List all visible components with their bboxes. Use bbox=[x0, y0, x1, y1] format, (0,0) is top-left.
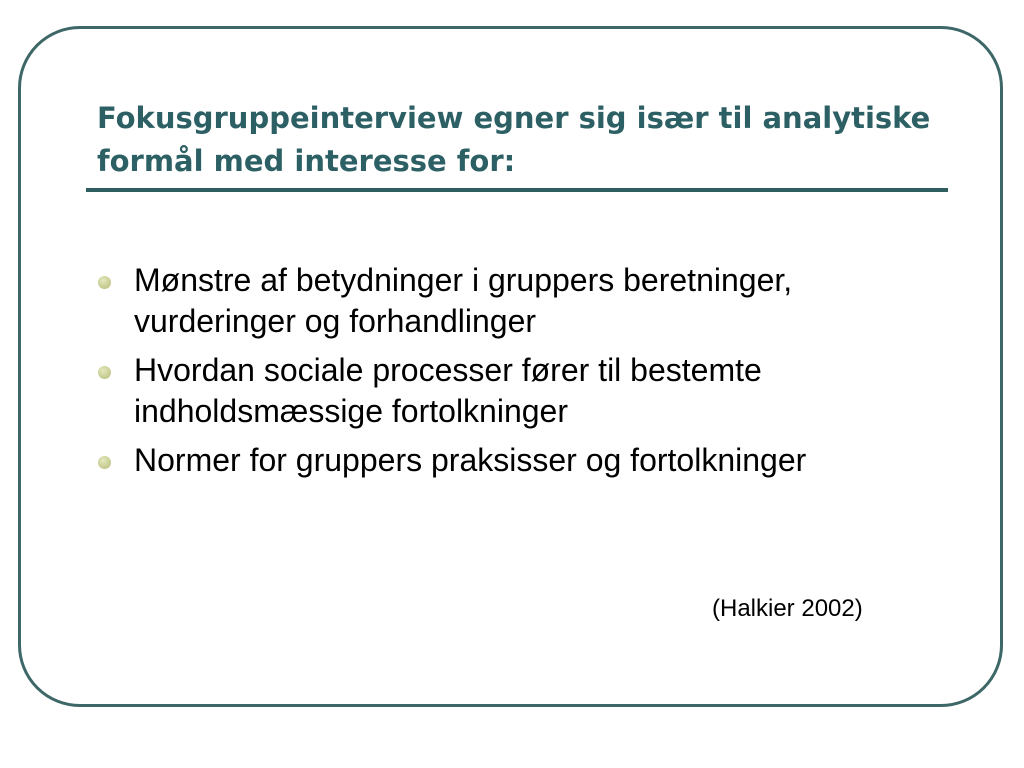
bullet-item bbox=[98, 350, 938, 432]
bullet-dot-icon bbox=[98, 366, 111, 379]
bullet-text: Hvordan sociale processer fører til bestemte indholdsmæssige fortolkninger bbox=[134, 352, 762, 429]
title-underline bbox=[86, 188, 948, 192]
bullet-item bbox=[98, 440, 938, 481]
bullet-item bbox=[98, 260, 938, 342]
bullet-dot-icon bbox=[98, 456, 111, 469]
bullet-text: Mønstre af betydninger i gruppers beretninger, vurderinger og forhandlinger bbox=[134, 262, 793, 339]
bullet-list bbox=[98, 260, 938, 489]
bullet-dot-icon bbox=[98, 276, 111, 289]
slide-title: Fokusgruppeinterview egner sig især til analytiske formål med interesse for: bbox=[97, 101, 931, 178]
citation: (Halkier 2002) bbox=[712, 595, 863, 622]
bullet-text: Normer for gruppers praksisser og fortolkninger bbox=[134, 442, 807, 478]
